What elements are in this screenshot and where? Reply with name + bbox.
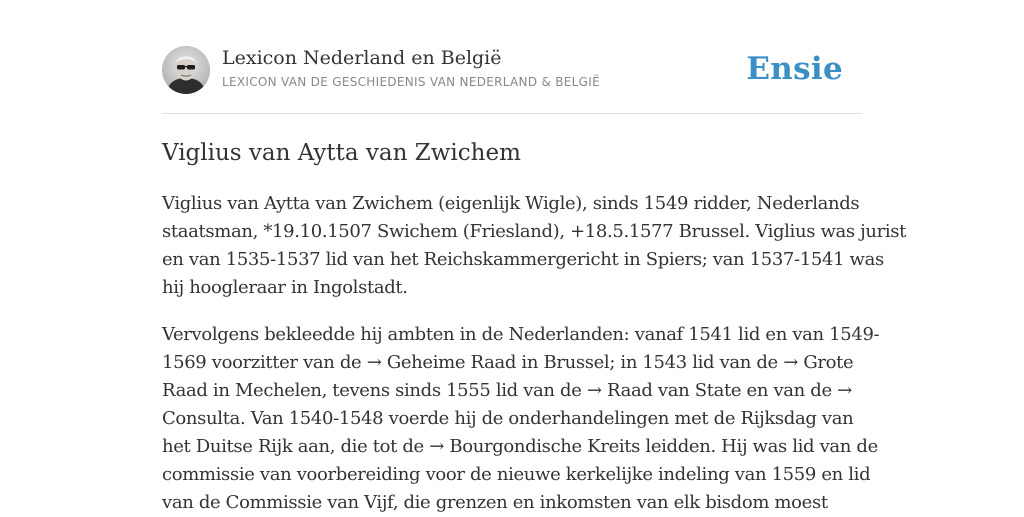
link-consulta[interactable]: → — [837, 380, 852, 401]
link-grote-raad[interactable]: → Grote — [783, 352, 854, 373]
link-raad-van-state[interactable]: → Raad van State — [586, 380, 742, 401]
paragraph-line: en van 1535-1537 lid van het Reichskammergericht in Spiers; van 1537-1541 was — [162, 249, 884, 270]
lexicon-subtitle: LEXICON VAN DE GESCHIEDENIS VAN NEDERLAND & BELGIË — [222, 75, 600, 89]
link-geheime-raad[interactable]: → Geheime Raad in Brussel — [366, 352, 610, 373]
paragraph-line: commissie van voorbereiding voor de nieuwe kerkelijke indeling van 1559 en lid — [162, 464, 871, 485]
header-divider — [162, 113, 862, 114]
link-grote-raad-continued[interactable]: Raad in Mechelen — [162, 380, 322, 401]
text-fragment: , tevens sinds 1555 lid van de — [321, 380, 587, 401]
lexicon-name-link[interactable]: Lexicon Nederland en België — [222, 47, 502, 69]
header — [162, 46, 862, 96]
paragraph-line — [162, 433, 878, 461]
paragraph-line — [162, 349, 862, 377]
text-fragment: en van de — [741, 380, 838, 401]
link-bourgondische-kreits[interactable]: → Bourgondische Kreits — [429, 436, 641, 457]
person-with-glasses-icon — [162, 46, 210, 94]
text-fragment: leidden. Hij was lid van de — [640, 436, 878, 457]
article-title: Viglius van Aytta van Zwichem — [162, 140, 521, 166]
paragraph-line: Vervolgens bekleedde hij ambten in de Nederlanden: vanaf 1541 lid en van 1549- — [162, 324, 880, 345]
text-fragment: het Duitse Rijk aan, die tot de — [162, 436, 430, 457]
text-fragment: 1569 voorzitter van de — [162, 352, 367, 373]
paragraph-line — [162, 377, 862, 405]
text-fragment: . Van 1540-1548 voerde hij de onderhandelingen met de Rijksdag van — [239, 408, 854, 429]
author-avatar[interactable] — [162, 46, 210, 94]
paragraph-line: Viglius van Aytta van Zwichem (eigenlijk Wigle), sinds 1549 ridder, Nederlands — [162, 193, 860, 214]
ensie-logo[interactable]: Ensie — [746, 51, 843, 87]
article-paragraph-1 — [162, 190, 907, 302]
paragraph-line — [162, 405, 862, 433]
paragraph-line: staatsman, *19.10.1507 Swichem (Friesland), +18.5.1577 Brussel. Viglius was jurist — [162, 221, 907, 242]
paragraph-line: hij hoogleraar in Ingolstadt. — [162, 277, 408, 298]
article-paragraph-2 — [162, 321, 880, 517]
link-consulta-continued[interactable]: Consulta — [162, 408, 240, 429]
text-fragment: ; in 1543 lid van de — [609, 352, 784, 373]
paragraph-line: van de Commissie van Vijf, die grenzen en inkomsten van elk bisdom moest — [162, 492, 828, 513]
